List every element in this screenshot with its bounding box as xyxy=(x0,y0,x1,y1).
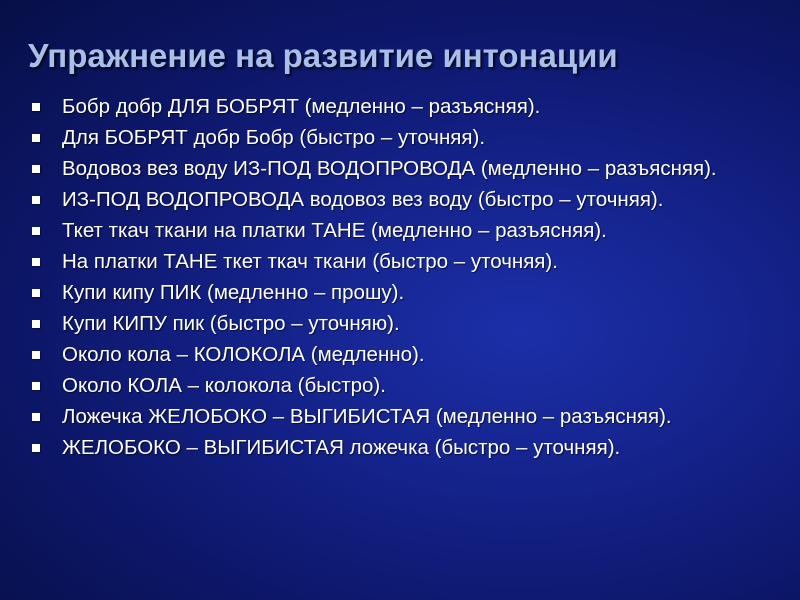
list-item xyxy=(30,250,780,273)
list-item-text: На платки ТАНЕ ткет ткач ткани (быстро – уточняя). xyxy=(62,250,558,273)
slide-title: Упражнение на развитие интонации xyxy=(28,37,618,74)
list-item xyxy=(30,281,780,304)
list-item xyxy=(30,436,780,459)
list-item-text: Ложечка ЖЕЛОБОКО – ВЫГИБИСТАЯ (медленно – разъясняя). xyxy=(62,405,672,428)
square-bullet-icon xyxy=(32,103,40,111)
square-bullet-icon xyxy=(32,413,40,421)
list-item xyxy=(30,157,780,180)
list-item-text: Бобр добр ДЛЯ БОБРЯТ (медленно – разъясняя). xyxy=(62,95,541,118)
square-bullet-icon xyxy=(32,351,40,359)
list-item-text: Около кола – КОЛОКОЛА (медленно). xyxy=(62,343,425,366)
list-item-text: ЖЕЛОБОКО – ВЫГИБИСТАЯ ложечка (быстро – уточняя). xyxy=(62,436,621,459)
list-item xyxy=(30,95,780,118)
square-bullet-icon xyxy=(32,258,40,266)
square-bullet-icon xyxy=(32,134,40,142)
list-item xyxy=(30,312,780,335)
list-item-text: Купи кипу ПИК (медленно – прошу). xyxy=(62,281,405,304)
square-bullet-icon xyxy=(32,165,40,173)
list-item xyxy=(30,343,780,366)
square-bullet-icon xyxy=(32,320,40,328)
list-item xyxy=(30,219,780,242)
list-item-text: Около КОЛА – колокола (быстро). xyxy=(62,374,386,397)
square-bullet-icon xyxy=(32,444,40,452)
square-bullet-icon xyxy=(32,382,40,390)
bullet-list xyxy=(30,95,780,467)
list-item xyxy=(30,405,780,428)
square-bullet-icon xyxy=(32,227,40,235)
list-item-text: Купи КИПУ пик (быстро – уточняю). xyxy=(62,312,400,335)
square-bullet-icon xyxy=(32,196,40,204)
square-bullet-icon xyxy=(32,289,40,297)
list-item-text: ИЗ-ПОД ВОДОПРОВОДА водовоз вез воду (быстро – уточняя). xyxy=(62,188,664,211)
list-item xyxy=(30,374,780,397)
list-item-text: Для БОБРЯТ добр Бобр (быстро – уточняя). xyxy=(62,126,486,149)
list-item-text: Ткет ткач ткани на платки ТАНЕ (медленно – разъясняя). xyxy=(62,219,607,242)
list-item xyxy=(30,126,780,149)
list-item-text: Водовоз вез воду ИЗ-ПОД ВОДОПРОВОДА (медленно – разъясняя). xyxy=(62,157,717,180)
list-item xyxy=(30,188,780,211)
